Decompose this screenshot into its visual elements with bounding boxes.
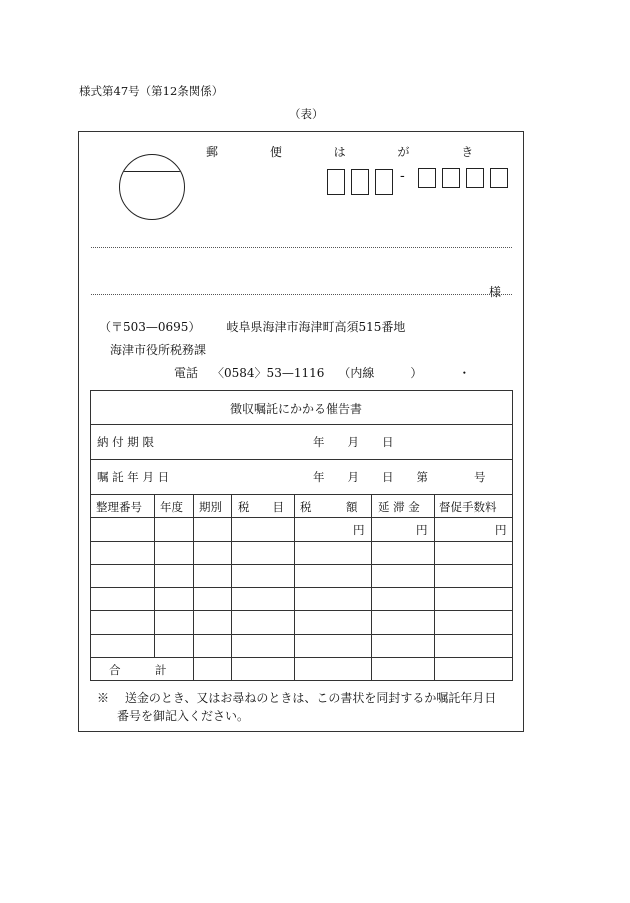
recipient-name-line[interactable] <box>91 294 512 295</box>
col-header-tax-amount: 税 額 <box>300 500 358 514</box>
tel-dot: ・ <box>458 366 471 380</box>
zip-dash: - <box>400 168 405 184</box>
telephone-line <box>174 364 470 381</box>
unit-yen-reminder-fee: 円 <box>495 523 507 537</box>
side-label: （表） <box>289 107 324 121</box>
total-label: 合 計 <box>109 663 167 677</box>
note-line-2: 番号を御記入ください。 <box>117 709 250 723</box>
postcard-title: 郵 便 は が き <box>206 145 498 159</box>
unit-yen-late-fee: 円 <box>416 523 428 537</box>
commission-label: 嘱 託 年 月 日 <box>97 470 170 484</box>
zip-box-4[interactable] <box>418 168 436 188</box>
recipient-address-line[interactable] <box>91 247 512 248</box>
tel-number: 〈0584〉53—1116 <box>212 366 325 380</box>
note-mark: ※ <box>97 691 110 705</box>
tel-label: 電話 <box>174 366 199 380</box>
col-header-term: 期別 <box>199 500 222 514</box>
zip-box-6[interactable] <box>466 168 484 188</box>
honorific-sama: 様 <box>489 285 502 299</box>
zip-box-1[interactable] <box>327 169 345 195</box>
footnote <box>97 689 517 725</box>
note-line-1: 送金のとき、又はお尋ねのときは、この書状を同封するか嘱託年月日 <box>124 691 497 705</box>
commission-date[interactable]: 年 月 日 第 号 <box>313 470 486 484</box>
col-header-reminder-fee: 督促手数料 <box>439 500 497 514</box>
address-location: 岐阜県海津市海津町高須515番地 <box>226 320 406 334</box>
zip-box-7[interactable] <box>490 168 508 188</box>
col-header-late-fee: 延 滞 金 <box>378 500 420 514</box>
address-line <box>99 318 405 335</box>
zip-box-3[interactable] <box>375 169 393 195</box>
col-header-year: 年度 <box>160 500 183 514</box>
department: 海津市役所税務課 <box>110 343 207 357</box>
tel-extension: （内線 ） <box>338 366 423 380</box>
unit-yen-tax: 円 <box>353 523 365 537</box>
zip-box-2[interactable] <box>351 169 369 195</box>
notice-title: 徴収嘱託にかかる催告書 <box>230 402 363 416</box>
due-date[interactable]: 年 月 日 <box>313 435 394 449</box>
zip-code: （〒503—0695） <box>99 320 201 334</box>
form-number-label: 様式第47号（第12条関係） <box>79 84 224 98</box>
zip-box-5[interactable] <box>442 168 460 188</box>
col-header-tax-item: 税 目 <box>238 500 284 514</box>
stamp-circle-icon <box>119 154 185 220</box>
col-header-number: 整理番号 <box>96 500 142 514</box>
due-label: 納 付 期 限 <box>97 435 154 449</box>
